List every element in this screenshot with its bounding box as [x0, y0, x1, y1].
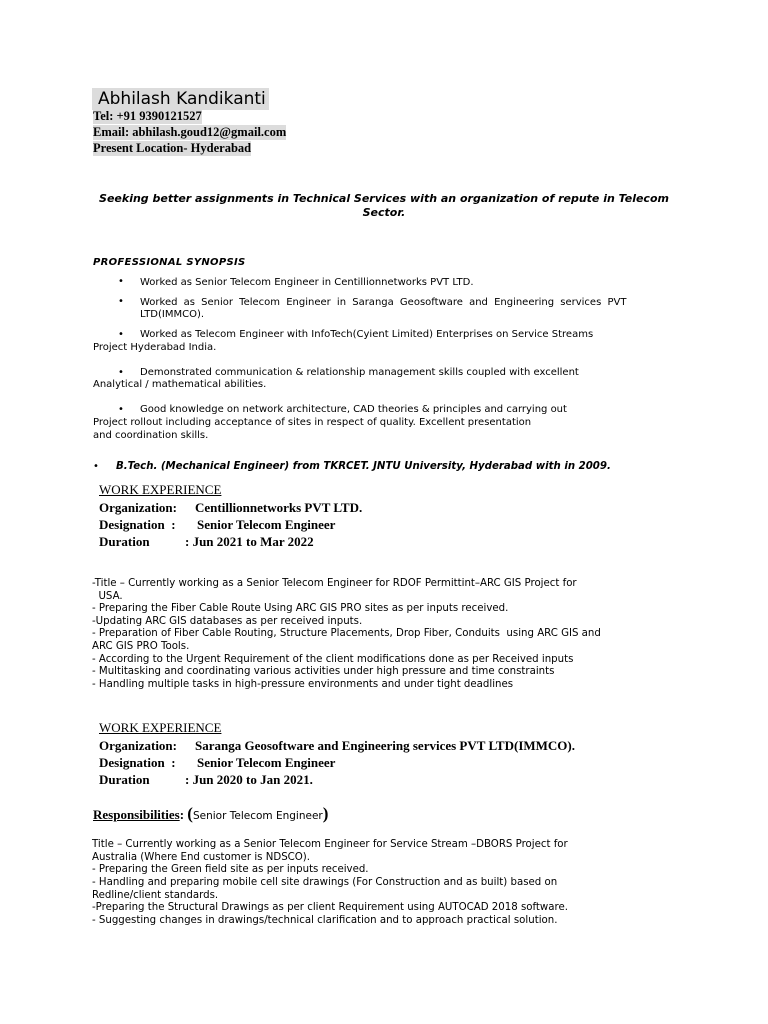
- present-location: Present Location- Hyderabad: [93, 141, 252, 155]
- synopsis-item-2-line-2: LTD(IMMCO).: [140, 309, 205, 320]
- exp1-line-2: USA.: [92, 590, 123, 602]
- work-experience-heading-2: WORK EXPERIENCE: [99, 720, 222, 735]
- exp2-line-3: - Preparing the Green field site as per inputs received.: [92, 864, 369, 875]
- duration-label: Duration: [99, 534, 150, 549]
- exp1-line-8: - Multitasking and coordinating various activities under high pressure and time constraints: [92, 666, 555, 677]
- bullet-icon: •: [118, 276, 124, 287]
- responsibilities-label: Responsibilities: [93, 807, 180, 822]
- organization-label: Organization:: [99, 738, 177, 753]
- synopsis-item-2-line-1: Worked as Senior Telecom Engineer in Saranga Geosoftware and Engineering services PVT: [140, 297, 627, 308]
- bullet-icon: •: [118, 329, 124, 340]
- exp1-line-4: -Updating ARC GIS databases as per received inputs.: [92, 615, 363, 627]
- bullet-icon: •: [118, 367, 124, 378]
- bullet-icon: •: [93, 461, 99, 472]
- designation-row-1: [99, 516, 335, 533]
- designation-label: Designation :: [99, 755, 176, 770]
- email-address: Email: abhilash.goud12@gmail.com: [93, 125, 287, 139]
- exp1-line-5: - Preparation of Fiber Cable Routing, Structure Placements, Drop Fiber, Conduits using ARC GIS and: [92, 628, 601, 639]
- designation-label: Designation :: [99, 517, 176, 532]
- organization-row-2: [99, 737, 575, 754]
- responsibilities-role: Senior Telecom Engineer: [192, 810, 323, 822]
- designation-value: Senior Telecom Engineer: [197, 517, 336, 532]
- exp1-line-6: ARC GIS PRO Tools.: [92, 640, 190, 652]
- section-title-synopsis: PROFESSIONAL SYNOPSIS: [93, 257, 246, 268]
- synopsis-item-5-line-1: Good knowledge on network architecture, CAD theories & principles and carrying out: [140, 404, 567, 415]
- exp1-line-9: - Handling multiple tasks in high-pressure environments and under tight deadlines: [92, 678, 514, 690]
- exp2-line-5: Redline/client standards.: [92, 889, 219, 901]
- organization-label: Organization:: [99, 500, 177, 515]
- education-line: B.Tech. (Mechanical Engineer) from TKRCET. JNTU University, Hyderabad with in 2009.: [116, 461, 611, 472]
- duration-value: : Jun 2020 to Jan 2021.: [185, 772, 313, 787]
- organization-value: Saranga Geosoftware and Engineering services PVT LTD(IMMCO).: [195, 738, 575, 753]
- duration-row-2: [99, 771, 313, 788]
- candidate-name: Abhilash Kandikanti: [92, 88, 269, 110]
- designation-value: Senior Telecom Engineer: [197, 755, 336, 770]
- career-objective: Seeking better assignments in Technical Services with an organization of repute in Telecom Sector.: [99, 192, 669, 219]
- synopsis-item-4-line-1: Demonstrated communication & relationship management skills coupled with excellent: [140, 367, 579, 378]
- duration-value: : Jun 2021 to Mar 2022: [185, 534, 314, 549]
- exp2-line-1: Title – Currently working as a Senior Telecom Engineer for Service Stream –DBORS Project for: [92, 839, 568, 850]
- bullet-icon: •: [118, 404, 124, 415]
- responsibilities-heading: Responsibilities: (Senior Telecom Engineer): [93, 804, 329, 823]
- phone-number: Tel: +91 9390121527: [93, 109, 202, 123]
- exp1-line-3: - Preparing the Fiber Cable Route Using ARC GIS PRO sites as per inputs received.: [92, 603, 509, 614]
- designation-row-2: [99, 754, 335, 771]
- duration-row-1: [99, 533, 314, 550]
- exp2-line-6: -Preparing the Structural Drawings as per client Requirement using AUTOCAD 2018 software.: [92, 902, 568, 913]
- synopsis-item-5-line-2: Project rollout including acceptance of sites in respect of quality. Excellent presentation: [93, 417, 532, 428]
- synopsis-item-3-line-1: Worked as Telecom Engineer with InfoTech(Cyient Limited) Enterprises on Service Streams: [140, 329, 594, 340]
- organization-row-1: [99, 499, 362, 516]
- synopsis-item-4-line-2: Analytical / mathematical abilities.: [93, 379, 267, 390]
- synopsis-item-3-line-2: Project Hyderabad India.: [93, 342, 217, 353]
- synopsis-item-5-line-3: and coordination skills.: [93, 430, 209, 441]
- exp2-line-2: Australia (Where End customer is NDSCO).: [92, 851, 311, 863]
- exp1-line-1: -Title – Currently working as a Senior Telecom Engineer for RDOF Permittint–ARC GIS Project for: [92, 578, 577, 589]
- work-experience-heading-1: WORK EXPERIENCE: [99, 482, 222, 497]
- bullet-icon: •: [118, 296, 124, 307]
- exp2-line-4: - Handling and preparing mobile cell site drawings (For Construction and as built) based on: [92, 877, 558, 888]
- duration-label: Duration: [99, 772, 150, 787]
- exp1-line-7: - According to the Urgent Requirement of the client modifications done as per Received inputs: [92, 653, 574, 665]
- exp2-line-7: - Suggesting changes in drawings/technical clarification and to approach practical solution.: [92, 914, 558, 926]
- synopsis-item-1-line-1: Worked as Senior Telecom Engineer in Centillionnetworks PVT LTD.: [140, 277, 474, 288]
- organization-value: Centillionnetworks PVT LTD.: [195, 500, 363, 515]
